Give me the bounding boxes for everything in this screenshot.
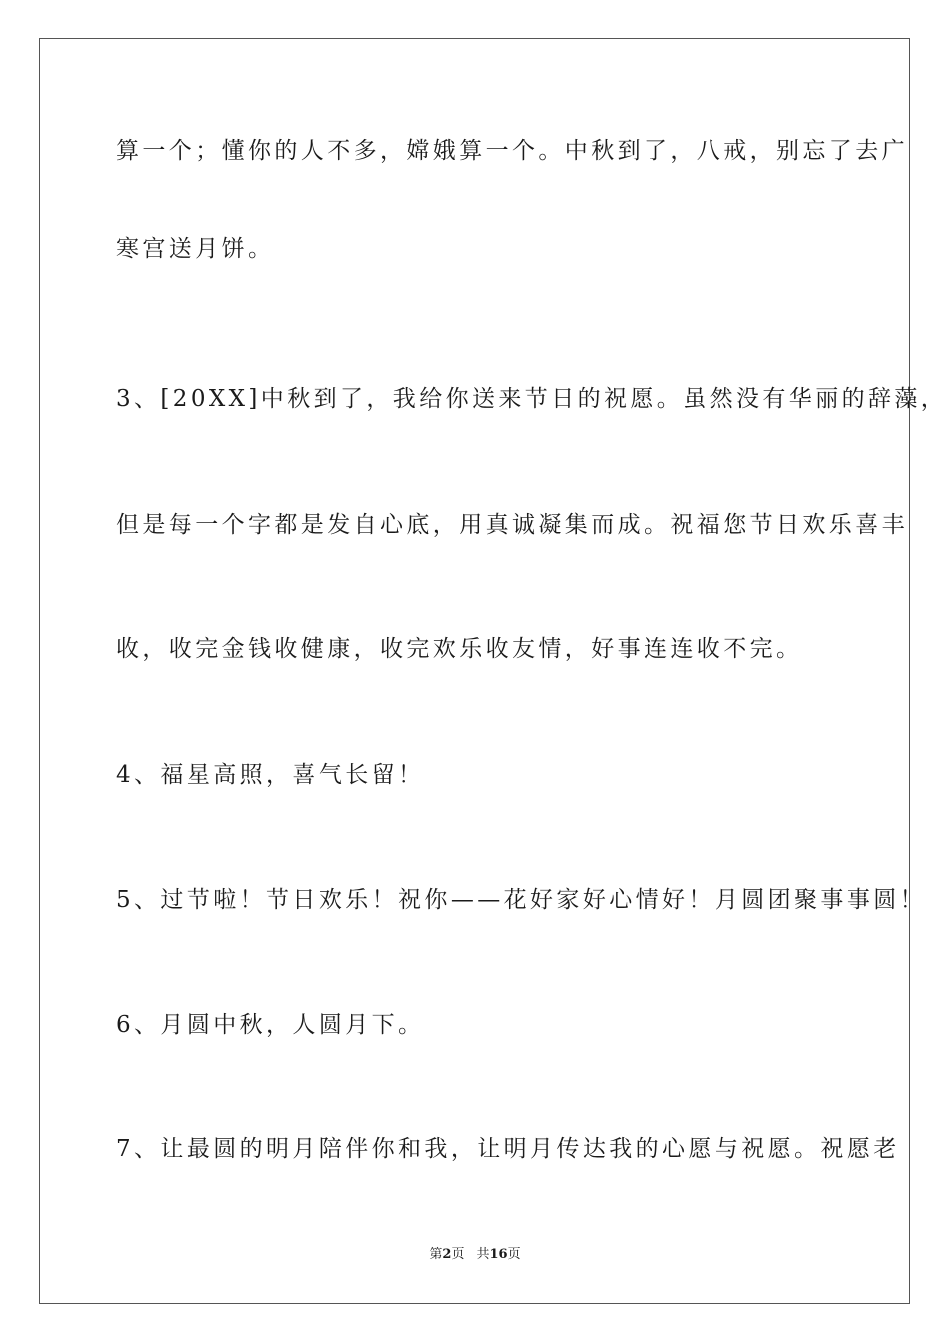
body-text-line: 5、过节啦！节日欢乐！祝你——花好家好心情好！月圆团聚事事圆！ [116, 887, 927, 913]
body-text-line: 但是每一个字都是发自心底，用真诚凝集而成。祝福您节日欢乐喜丰 [116, 512, 908, 538]
body-text-line: 3、[20XX]中秋到了，我给你送来节日的祝愿。虽然没有华丽的辞藻， [116, 386, 948, 412]
page-footer [0, 1246, 950, 1264]
footer-page-prefix: 第 [429, 1247, 443, 1262]
footer-page-suffix: 页 [451, 1247, 465, 1262]
body-text-line: 算一个；懂你的人不多，嫦娥算一个。中秋到了，八戒，别忘了去广 [116, 138, 908, 164]
body-text-line: 7、让最圆的明月陪伴你和我，让明月传达我的心愿与祝愿。祝愿老 [116, 1136, 900, 1162]
body-text-line: 寒宫送月饼。 [116, 236, 275, 262]
footer-page-number: 2 [442, 1247, 452, 1262]
body-text-line: 6、月圆中秋，人圆月下。 [116, 1012, 425, 1038]
footer-total-prefix: 共 [476, 1247, 490, 1262]
footer-total-suffix: 页 [507, 1247, 521, 1262]
footer-total-pages: 16 [489, 1247, 508, 1262]
body-text-line: 4、福星高照，喜气长留！ [116, 762, 425, 788]
body-text-line: 收，收完金钱收健康，收完欢乐收友情，好事连连收不完。 [116, 636, 803, 662]
page-border [39, 38, 910, 1304]
